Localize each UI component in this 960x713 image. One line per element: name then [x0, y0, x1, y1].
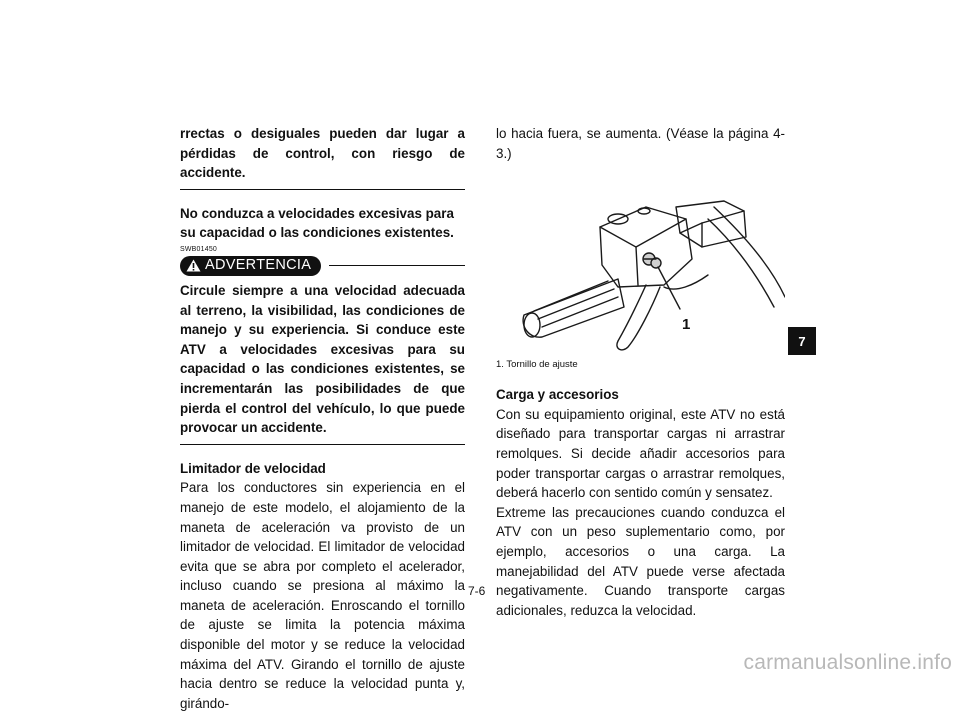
- warning-continuation: rrectas o desiguales pueden dar lugar a pérdidas de control, con riesgo de accidente.: [180, 124, 465, 190]
- warning-triangle-icon: [186, 259, 201, 272]
- advertencia-badge: [180, 256, 321, 276]
- figure-caption: 1. Tornillo de ajuste: [496, 359, 578, 371]
- advertencia-text: Circule siempre a una velocidad adecuada al terreno, la visibilidad, las condiciones de manejo y su experiencia. Si conduce este ATV a velocidades excesivas para su capacidad o las condiciones existentes, se incrementarán las posibilidades de que pierda el control del vehículo, lo que puede provocar un accidente.: [180, 281, 465, 445]
- section-body-load-2: Extreme las precauciones cuando conduzca el ATV con un peso suplementario como, por ejemplo, accesorios o una carga. La manejabilidad del ATV puede verse afectada negativamente. Cuando transporte cargas adicionales, reduzca la velocidad.: [496, 504, 785, 618]
- throttle-housing-illustration: [496, 167, 785, 357]
- section-heading-load: Carga y accesorios: [496, 387, 619, 403]
- chapter-tab: 7: [788, 327, 816, 355]
- left-column: [180, 124, 465, 713]
- warning-code: SWB01450: [180, 245, 218, 253]
- figure-callout-1: 1: [682, 316, 691, 334]
- section-body-load-1: Con su equipamiento original, este ATV no está diseñado para transportar cargas ni arrastrar remolques. Si decide añadir accesorios para poder transportar cargas o arrastrar remolques, deberá hacerlo con sentido común y sensatez.: [496, 406, 785, 501]
- handlebar-figure: [496, 167, 785, 357]
- section-heading-speed-limiter: Limitador de velocidad: [180, 460, 326, 476]
- section-body-speed-limiter: Para los conductores sin experiencia en el manejo de este modelo, el alojamiento de la maneta de aceleración va provisto de un limitador de velocidad. El limitador de velocidad evita que se abra por completo el acelerador, incluso cuando se presiona al máximo la maneta de aceleración. Enroscando el tornillo de ajuste se limita la potencia máxima disponible del motor y se reduce la velocidad máxima del ATV. Girando el tornillo de ajuste hacia dentro se reduce la velocidad punta y, girándo-: [180, 480, 465, 711]
- page-number: 7-6: [468, 584, 486, 598]
- advertencia-header: [180, 255, 465, 277]
- right-column: [496, 124, 785, 620]
- watermark: carmanualsonline.info: [743, 651, 952, 674]
- speed-warning: No conduzca a velocidades excesivas para su capacidad o las condiciones existentes.: [180, 205, 454, 241]
- advertencia-label: ADVERTENCIA: [205, 257, 312, 274]
- divider: [329, 265, 465, 266]
- continuation-text: lo hacia fuera, se aumenta. (Véase la página 4-3.): [496, 126, 785, 161]
